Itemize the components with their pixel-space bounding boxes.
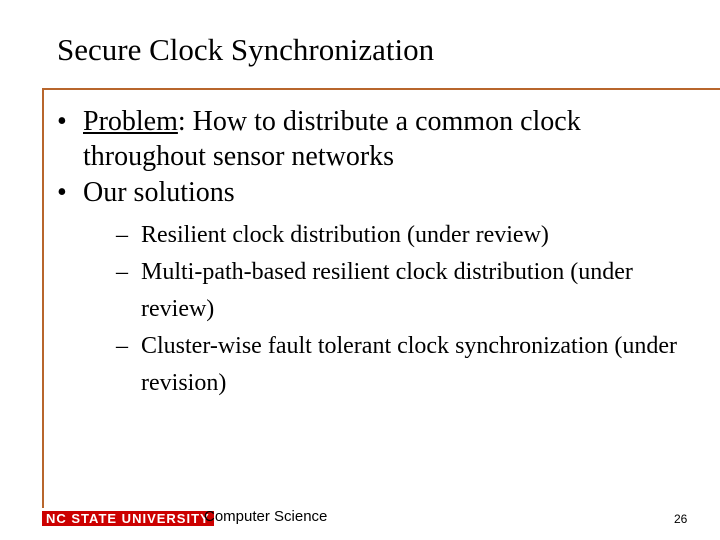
sub-bullet-multipath (83, 254, 707, 328)
bullet-problem (57, 104, 707, 174)
slide-title: Secure Clock Synchronization (57, 32, 435, 67)
sub-bullet-text: Resilient clock distribution (under review) (141, 222, 549, 248)
sub-bullet-mark: – (116, 259, 128, 285)
bullet-mark: • (57, 177, 67, 208)
problem-text: : How to distribute a common clock throughout sensor networks (83, 106, 581, 172)
sub-bullet-text: Cluster-wise fault tolerant clock synchronization (under revision) (141, 333, 678, 396)
department-label: Computer Science (204, 508, 328, 525)
sub-bullet-mark: – (116, 333, 128, 359)
university-logo: NC STATE UNIVERSITY (42, 511, 214, 526)
solutions-text: Our solutions (83, 177, 235, 208)
title-divider-vertical (42, 88, 44, 508)
solutions-sub-list (83, 217, 707, 402)
sub-bullet-text: Multi-path-based resilient clock distribution (under review) (141, 259, 633, 322)
sub-bullet-cluster (83, 328, 707, 402)
bullet-solutions (57, 175, 707, 402)
bullet-list (57, 104, 707, 403)
sub-bullet-mark: – (116, 222, 128, 248)
problem-label: Problem (83, 106, 178, 137)
title-divider-horizontal (42, 88, 720, 90)
sub-bullet-resilient (83, 217, 707, 254)
bullet-mark: • (57, 106, 67, 137)
page-number: 26 (674, 512, 688, 526)
